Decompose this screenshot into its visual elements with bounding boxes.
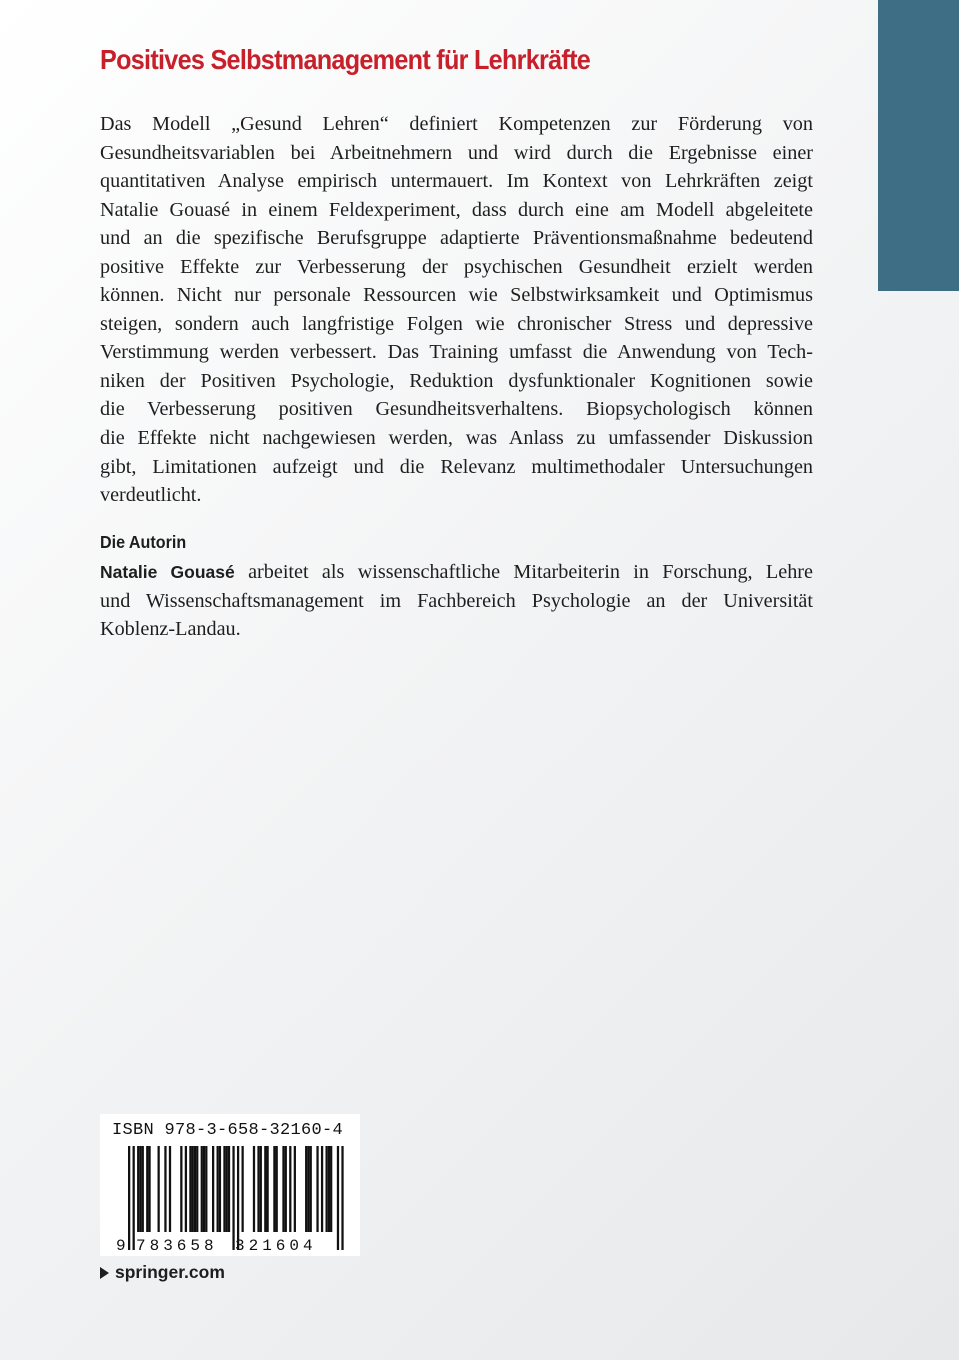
book-description: [100, 110, 813, 510]
barcode-bar: [212, 1146, 214, 1232]
side-color-tab: [878, 0, 959, 291]
barcode-bar: [203, 1146, 205, 1232]
barcode-graphic: [100, 1114, 360, 1256]
description-line: Natalie Gouasé in einem Feldexperiment, dass durch eine am Modell abgeleitete: [100, 198, 813, 221]
barcode-bar: [282, 1146, 284, 1232]
description-line: verdeutlicht.: [100, 484, 202, 507]
barcode-bar: [264, 1146, 266, 1232]
arrow-right-icon: [100, 1267, 109, 1279]
barcode-bar: [325, 1146, 327, 1232]
barcode-bar: [260, 1146, 262, 1232]
barcode-bar: [223, 1146, 225, 1232]
author-bio: [100, 558, 813, 644]
barcode-bar: [330, 1146, 332, 1232]
barcode-bar: [321, 1146, 323, 1232]
description-line: quantitativen Analyse empirisch untermauert. Im Kontext von Lehrkräften zeigt: [100, 170, 813, 193]
barcode-bar: [146, 1146, 148, 1232]
description-line: Verstimmung werden verbessert. Das Training umfasst die Anwendung von Tech-: [100, 341, 813, 364]
barcode-bar: [226, 1146, 228, 1232]
barcode-bar: [217, 1146, 219, 1232]
barcode-bar: [142, 1146, 144, 1232]
isbn-barcode: [100, 1114, 360, 1256]
publisher-website: springer.com: [115, 1262, 225, 1282]
publisher-link[interactable]: [100, 1262, 225, 1283]
barcode-bar: [205, 1146, 207, 1232]
isbn-label: ISBN 978-3-658-32160-4: [112, 1121, 344, 1140]
barcode-guard-bar: [133, 1146, 135, 1250]
barcode-bar: [192, 1146, 194, 1232]
description-line: die Verbesserung positiven Gesundheitsverhaltens. Biopsychologisch können: [100, 398, 813, 421]
barcode-guard-bar: [341, 1146, 343, 1250]
barcode-bar: [289, 1146, 291, 1232]
barcode-digit-first: 9: [116, 1237, 126, 1255]
barcode-bar: [285, 1146, 287, 1232]
description-line: steigen, sondern auch langfristige Folgen wie chronischer Stress und depressive: [100, 312, 813, 335]
barcode-bar: [201, 1146, 203, 1232]
barcode-bar: [242, 1146, 244, 1232]
barcode-digits-right: 321604: [235, 1237, 317, 1255]
barcode-bar: [180, 1146, 182, 1232]
barcode-bar: [189, 1146, 191, 1232]
barcode-guard-bar: [232, 1146, 234, 1250]
description-line: die Effekte nicht nachgewiesen werden, was Anlass zu umfassender Diskussion: [100, 427, 813, 450]
barcode-bar: [158, 1146, 160, 1232]
book-title: Positives Selbstmanagement für Lehrkräfte: [100, 44, 591, 75]
barcode-bar: [148, 1146, 150, 1232]
barcode-guard-bar: [128, 1146, 130, 1250]
barcode-digits-left: 783658: [136, 1237, 218, 1255]
barcode-bar: [228, 1146, 230, 1232]
author-name: Natalie Gouasé: [100, 562, 235, 582]
barcode-bar: [266, 1146, 268, 1232]
author-bio-line: und Wissenschaftsmanagement im Fachbereich Psychologie an der Universität: [100, 589, 813, 612]
barcode-bar: [164, 1146, 166, 1232]
description-line: positive Effekte zur Verbesserung der psychischen Gesundheit erzielt werden: [100, 255, 813, 278]
barcode-bar: [194, 1146, 196, 1232]
barcode-bar: [307, 1146, 309, 1232]
description-line: Das Modell „Gesund Lehren“ definiert Kompetenzen zur Förderung von: [100, 113, 813, 135]
barcode-bar: [316, 1146, 318, 1232]
description-line: gibt, Limitationen aufzeigt und die Relevanz multimethodaler Untersuchungen: [100, 455, 813, 478]
barcode-guard-bar: [337, 1146, 339, 1250]
author-bio-text: arbeitet als wissenschaftliche Mitarbeiterin in Forschung, Lehre: [248, 561, 813, 583]
barcode-bar: [273, 1146, 275, 1232]
description-line: können. Nicht nur personale Ressourcen wie Selbstwirksamkeit und Optimismus: [100, 284, 813, 307]
barcode-bar: [310, 1146, 312, 1232]
author-heading: Die Autorin: [100, 532, 187, 552]
barcode-bar: [328, 1146, 330, 1232]
barcode-bar: [257, 1146, 259, 1232]
barcode-bar: [276, 1146, 278, 1232]
description-line: und an die spezifische Berufsgruppe adaptierte Präventionsmaßnahme bedeutend: [100, 227, 813, 250]
barcode-bar: [253, 1146, 255, 1232]
barcode-guard-bar: [237, 1146, 239, 1250]
barcode-bar: [169, 1146, 171, 1232]
description-line: niken der Positiven Psychologie, Reduktion dysfunktionaler Kognitionen sowie: [100, 369, 813, 392]
author-bio-line: Koblenz-Landau.: [100, 618, 241, 641]
barcode-bar: [137, 1146, 139, 1232]
barcode-bar: [185, 1146, 187, 1232]
barcode-bar: [139, 1146, 141, 1232]
barcode-bar: [219, 1146, 221, 1232]
author-bio-line: [100, 558, 813, 587]
barcode-bar: [196, 1146, 198, 1232]
barcode-bar: [294, 1146, 296, 1232]
description-line: Gesundheitsvariablen bei Arbeitnehmern und wird durch die Ergebnisse einer: [100, 141, 813, 164]
barcode-bar: [305, 1146, 307, 1232]
